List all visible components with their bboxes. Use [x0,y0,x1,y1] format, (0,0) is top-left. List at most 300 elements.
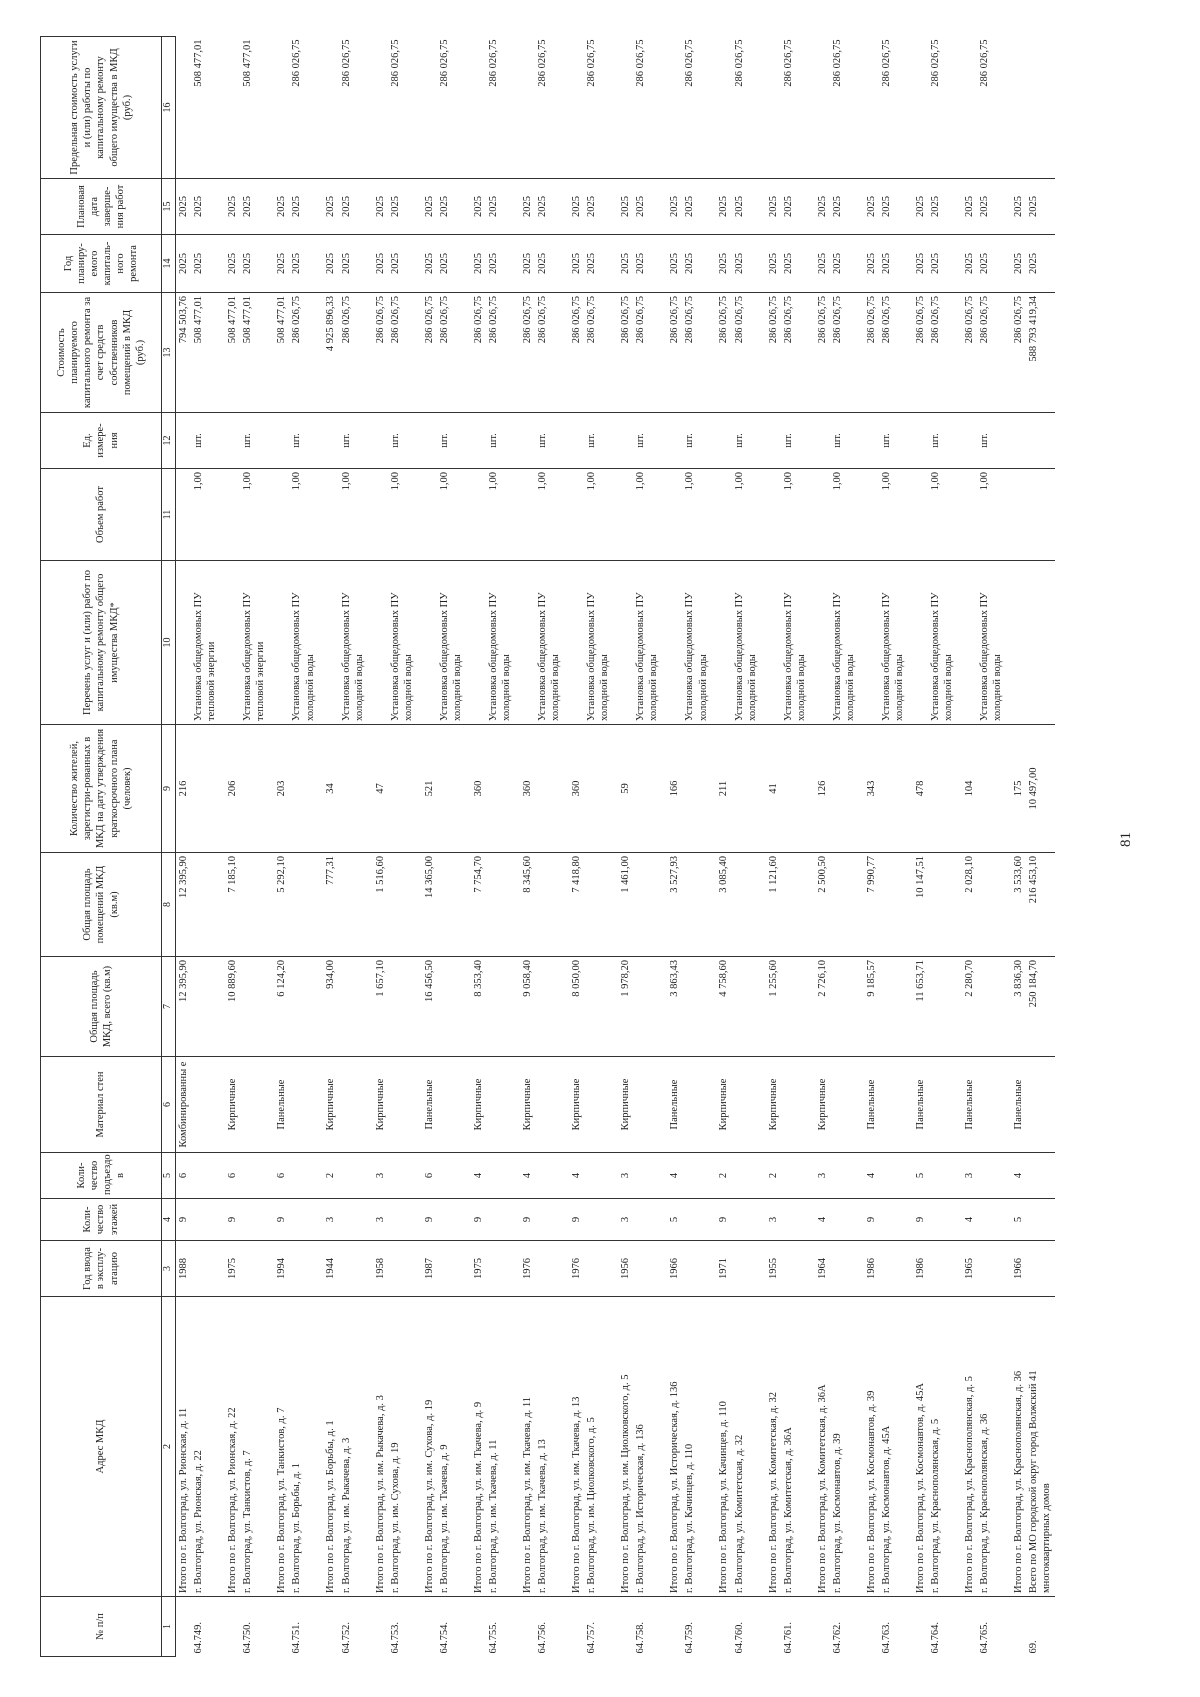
cell [879,853,913,957]
cell: 34 [323,725,338,853]
item-row [339,37,373,1657]
cell: 2025 [1011,179,1026,235]
cell [437,853,471,957]
cell: 286 026,75 [913,293,928,413]
cell: г. Волгоград, ул. Космонавтов, д. 39 [830,1297,864,1597]
cell: Установка общедомовых ПУ холодной воды [535,561,569,725]
cell [913,37,928,179]
cell: шт. [289,413,323,469]
cell: 64.760. [733,1622,745,1654]
cell: 286 026,75 [830,37,864,179]
cell: Панельные [667,1057,682,1153]
total-row [569,37,584,1657]
cell [471,1597,486,1657]
cell: 4 [471,1153,486,1199]
cell: 64.753. [389,1622,401,1654]
cell [830,725,864,853]
cell: 5 [1011,1199,1026,1241]
cell: 2 [716,1153,731,1199]
cell [240,725,274,853]
cell: 64.765. [979,1622,991,1654]
cell: Итого по г. Волгоград, ул. им. Рыкачева, д. 3 [373,1297,388,1597]
cell [766,561,781,725]
cell [569,1597,584,1657]
item-row [879,37,913,1657]
cell [437,725,471,853]
cell: 2025 [471,235,486,293]
cell: 508 477,01 [240,37,274,179]
cell [486,853,520,957]
cell [928,957,962,1057]
cell: 4 925 896,33 [323,293,338,413]
cell: 3 [373,1199,388,1241]
column-number: 3 [162,1241,176,1297]
column-header: Ед. измере-ния [41,413,162,469]
cell: 2025 [682,235,716,293]
cell [864,561,879,725]
cell [373,561,388,725]
cell: Итого по г. Волгоград, ул. Краснополянская, д. 36 [1011,1297,1026,1597]
cell [289,1241,323,1297]
cell: 1 255,60 [766,957,781,1057]
cell: 1994 [274,1241,289,1297]
cell: 64.752. [340,1622,352,1654]
cell [373,1597,388,1657]
cell: 286 026,75 [864,293,879,413]
cell [781,1057,815,1153]
cell [535,1153,569,1199]
cell: 5 [913,1153,928,1199]
cell: 2025 [437,179,471,235]
cell: г. Волгоград, ул. Космонавтов, д. 45А [879,1297,913,1597]
cell [830,1241,864,1297]
cell: Итого по г. Волгоград, ул. им. Сухова, д. 19 [422,1297,437,1597]
cell: 2025 [486,179,520,235]
cell [535,1199,569,1241]
cell: Установка общедомовых ПУ холодной воды [781,561,815,725]
cell [716,561,731,725]
cell: 2025 [323,179,338,235]
cell: Панельные [422,1057,437,1153]
cell: шт. [682,413,716,469]
cell: 3 [323,1199,338,1241]
cell: 286 026,75 [682,293,716,413]
cell: г. Волгоград, ул. Комитетская, д. 36А [781,1297,815,1597]
cell: 2025 [913,179,928,235]
cell: 2025 [879,235,913,293]
cell [225,561,240,725]
cell: 2025 [830,235,864,293]
cell [928,853,962,957]
cell: 2025 [437,235,471,293]
cell: 2025 [1011,235,1026,293]
cell: Всего по МО городской округ город Волжский 41 многоквартирных домов [1026,1297,1054,1597]
cell [535,1241,569,1297]
cell [422,561,437,725]
cell: Кирпичные [618,1057,633,1153]
cell: 286 026,75 [373,293,388,413]
cell: 286 026,75 [977,293,1011,413]
cell [486,1057,520,1153]
item-row [928,37,962,1657]
cell: 286 026,75 [339,37,373,179]
cell: 1,00 [682,469,716,561]
cell [682,1057,716,1153]
cell: 286 026,75 [422,293,437,413]
cell: Итого по г. Волгоград, ул. им. Циолковского, д. 5 [618,1297,633,1597]
cell [977,1241,1011,1297]
cell: 1976 [569,1241,584,1297]
cell [682,1153,716,1199]
cell: 286 026,75 [535,37,569,179]
cell [815,561,830,725]
cell: 250 184,70 [1026,957,1054,1057]
item-row [977,37,1011,1657]
cell: 4 [520,1153,535,1199]
cell: г. Волгоград, ул. им. Ткачева, д. 9 [437,1297,471,1597]
cell [289,1153,323,1199]
cell: 2 [766,1153,781,1199]
cell [289,957,323,1057]
column-header: Объем работ [41,469,162,561]
total-row [471,37,486,1657]
cell [422,413,437,469]
item-row [781,37,815,1657]
cell [225,413,240,469]
cell: Кирпичные [716,1057,731,1153]
cell: 2025 [667,235,682,293]
column-number: 6 [162,1057,176,1153]
cell [240,1153,274,1199]
cell: 1964 [815,1241,830,1297]
cell: 64.749. [193,1622,205,1654]
cell: 3 [618,1199,633,1241]
cell [732,725,766,853]
cell: шт. [535,413,569,469]
cell [584,1241,618,1297]
cell: 521 [422,725,437,853]
document-page [40,37,1055,1657]
cell: Итого по г. Волгоград, ул. им. Ткачева, д. 13 [569,1297,584,1597]
column-number: 11 [162,469,176,561]
cell: 1,00 [486,469,520,561]
cell [913,469,928,561]
cell: Кирпичные [520,1057,535,1153]
cell: Итого по г. Волгоград, ул. Комитетская, д. 36А [815,1297,830,1597]
cell [240,957,274,1057]
cell [520,469,535,561]
cell: 588 793 419,34 [1026,293,1054,413]
cell: 1,00 [633,469,667,561]
cell: 1986 [864,1241,879,1297]
cell: 4 [1011,1153,1026,1199]
total-row [913,37,928,1657]
cell: 1,00 [289,469,323,561]
cell: 64.750. [242,1622,254,1654]
cell [486,1153,520,1199]
table-body [176,37,1055,1657]
cell [535,725,569,853]
cell [1026,561,1054,725]
cell: 286 026,75 [471,293,486,413]
cell [373,413,388,469]
cell: Итого по г. Волгоград, ул. Комитетская, д. 32 [766,1297,781,1597]
cell [830,853,864,957]
cell: 1,00 [240,469,274,561]
cell [339,725,373,853]
cell: 1966 [667,1241,682,1297]
cell [815,413,830,469]
cell: 1 516,60 [373,853,388,957]
cell: 3 [815,1153,830,1199]
cell [618,413,633,469]
total-row [864,37,879,1657]
column-number: 2 [162,1297,176,1597]
cell [323,37,338,179]
cell [879,1057,913,1153]
cell: 126 [815,725,830,853]
cell [962,413,977,469]
cell [716,413,731,469]
cell: г. Волгоград, ул. Борьбы, д. 1 [289,1297,323,1597]
grand-total-row [1026,37,1054,1657]
item-row [535,37,569,1657]
cell: 4 [569,1153,584,1199]
cell: г. Волгоград, ул. Качинцев, д. 110 [682,1297,716,1597]
cell: Установка общедомовых ПУ холодной воды [584,561,618,725]
cell: 286 026,75 [388,293,422,413]
cell: Комбинированны е [176,1057,192,1153]
cell: Установка общедомовых ПУ холодной воды [682,561,716,725]
cell [1026,1057,1054,1153]
cell [240,1199,274,1241]
cell: 2025 [633,179,667,235]
cell [716,469,731,561]
cell [864,1597,879,1657]
cell: 2025 [584,179,618,235]
cell: 2025 [716,235,731,293]
cell: 2025 [191,179,225,235]
cell [471,561,486,725]
cell [289,1199,323,1241]
cell: 343 [864,725,879,853]
cell [191,1057,225,1153]
cell: 286 026,75 [339,293,373,413]
cell [191,1241,225,1297]
cell: 286 026,75 [879,37,913,179]
cell: Итого по г. Волгоград, ул. Рионская, д. 11 [176,1297,192,1597]
cell [1011,561,1026,725]
cell [864,469,879,561]
cell [289,725,323,853]
cell: 7 418,80 [569,853,584,957]
cell [830,1199,864,1241]
cell [667,561,682,725]
column-header: Год планиру-емого капиталь-ного ремонта [41,235,162,293]
cell [584,1199,618,1241]
cell: 2 280,70 [962,957,977,1057]
cell [682,1241,716,1297]
cell [879,1153,913,1199]
cell [879,957,913,1057]
cell: 2025 [864,235,879,293]
cell: 1965 [962,1241,977,1297]
cell: 2025 [422,179,437,235]
cell [977,853,1011,957]
cell: Установка общедомовых ПУ холодной воды [486,561,520,725]
cell: г. Волгоград, ул. Историческая, д. 136 [633,1297,667,1597]
cell: 2025 [830,179,864,235]
cell [928,725,962,853]
cell [1011,37,1026,179]
cell: 1956 [618,1241,633,1297]
cell: 286 026,75 [781,293,815,413]
cell: 2025 [618,235,633,293]
cell: 3 [962,1153,977,1199]
cell: г. Волгоград, ул. им. Циолковского, д. 5 [584,1297,618,1597]
cell: шт. [830,413,864,469]
cell: Панельные [864,1057,879,1153]
cell: Итого по г. Волгоград, ул. им. Ткачева, д. 11 [520,1297,535,1597]
cell: 47 [373,725,388,853]
cell: 9 [864,1199,879,1241]
cell: 216 [176,725,192,853]
cell: шт. [879,413,913,469]
cell: 7 754,70 [471,853,486,957]
cell: 1988 [176,1241,192,1297]
cell [520,37,535,179]
cell [815,469,830,561]
cell [339,1241,373,1297]
cell [323,1597,338,1657]
cell [437,1057,471,1153]
cell: 2025 [864,179,879,235]
cell: 12 395,90 [176,957,192,1057]
cell: 16 456,50 [422,957,437,1057]
cell: 64.756. [537,1622,548,1654]
cell [1011,469,1026,561]
cell: Итого по г. Волгоград, ул. Историческая, д. 136 [667,1297,682,1597]
cell: 2025 [781,235,815,293]
cell: 2025 [977,179,1011,235]
cell [913,413,928,469]
cell [618,469,633,561]
cell [323,413,338,469]
cell: Кирпичные [766,1057,781,1153]
cell: 4 [815,1199,830,1241]
column-number: 7 [162,957,176,1057]
cell: Кирпичные [815,1057,830,1153]
cell: 3 085,40 [716,853,731,957]
cell [913,561,928,725]
cell: 2025 [569,235,584,293]
cell [732,1057,766,1153]
cell: шт. [781,413,815,469]
cell: 1975 [225,1241,240,1297]
column-header: № п/п [41,1597,162,1657]
cell [864,37,879,179]
cell: Итого по г. Волгоград, ул. Космонавтов, д. 39 [864,1297,879,1597]
cell [339,853,373,957]
cell: шт. [486,413,520,469]
column-number: 5 [162,1153,176,1199]
cell: 2025 [520,179,535,235]
cell: 286 026,75 [879,293,913,413]
cell [422,469,437,561]
item-row [584,37,618,1657]
cell: 286 026,75 [928,37,962,179]
cell [176,469,192,561]
cell [388,1199,422,1241]
total-row [815,37,830,1657]
cell: 1 121,60 [766,853,781,957]
cell [471,37,486,179]
cell [176,561,192,725]
cell: Итого по г. Волгоград, ул. Танкистов, д. 7 [274,1297,289,1597]
cell [1026,469,1054,561]
cell [1011,1597,1026,1657]
cell: 12 395,90 [176,853,192,957]
cell: 10 889,60 [225,957,240,1057]
cell: 1 461,00 [618,853,633,957]
column-number: 4 [162,1199,176,1241]
total-row [716,37,731,1657]
cell: 8 050,00 [569,957,584,1057]
cell: Панельные [913,1057,928,1153]
cell: 3 863,43 [667,957,682,1057]
cell [781,1199,815,1241]
cell: шт. [339,413,373,469]
cell: г. Волгоград, ул. Краснополянская, д. 5 [928,1297,962,1597]
cell: 1976 [520,1241,535,1297]
cell: 286 026,75 [289,293,323,413]
cell [1026,37,1054,179]
cell [633,1199,667,1241]
cell: 360 [569,725,584,853]
cell [373,469,388,561]
cell: 286 026,75 [928,293,962,413]
cell [977,957,1011,1057]
column-number-row [162,37,176,1657]
cell: 286 026,75 [437,293,471,413]
cell: Установка общедомовых ПУ холодной воды [928,561,962,725]
cell: 2025 [913,235,928,293]
cell [584,1057,618,1153]
cell: г. Волгоград, ул. Комитетская, д. 32 [732,1297,766,1597]
cell: 64.761. [782,1622,794,1654]
cell [584,1153,618,1199]
cell [225,1597,240,1657]
cell: 286 026,75 [1011,293,1026,413]
cell: 794 503,76 [176,293,192,413]
page-number: 81 [1118,832,1134,847]
cell [815,1597,830,1657]
cell [437,1153,471,1199]
cell: Установка общедомовых ПУ холодной воды [339,561,373,725]
cell: 2025 [716,179,731,235]
column-number: 15 [162,179,176,235]
cell: 2025 [176,235,192,293]
cell: 286 026,75 [633,37,667,179]
cell: 1,00 [584,469,618,561]
item-row [388,37,422,1657]
cell: 1944 [323,1241,338,1297]
cell: 2025 [569,179,584,235]
cell: 1987 [422,1241,437,1297]
cell [339,1057,373,1153]
cell [191,1199,225,1241]
cell [633,957,667,1057]
